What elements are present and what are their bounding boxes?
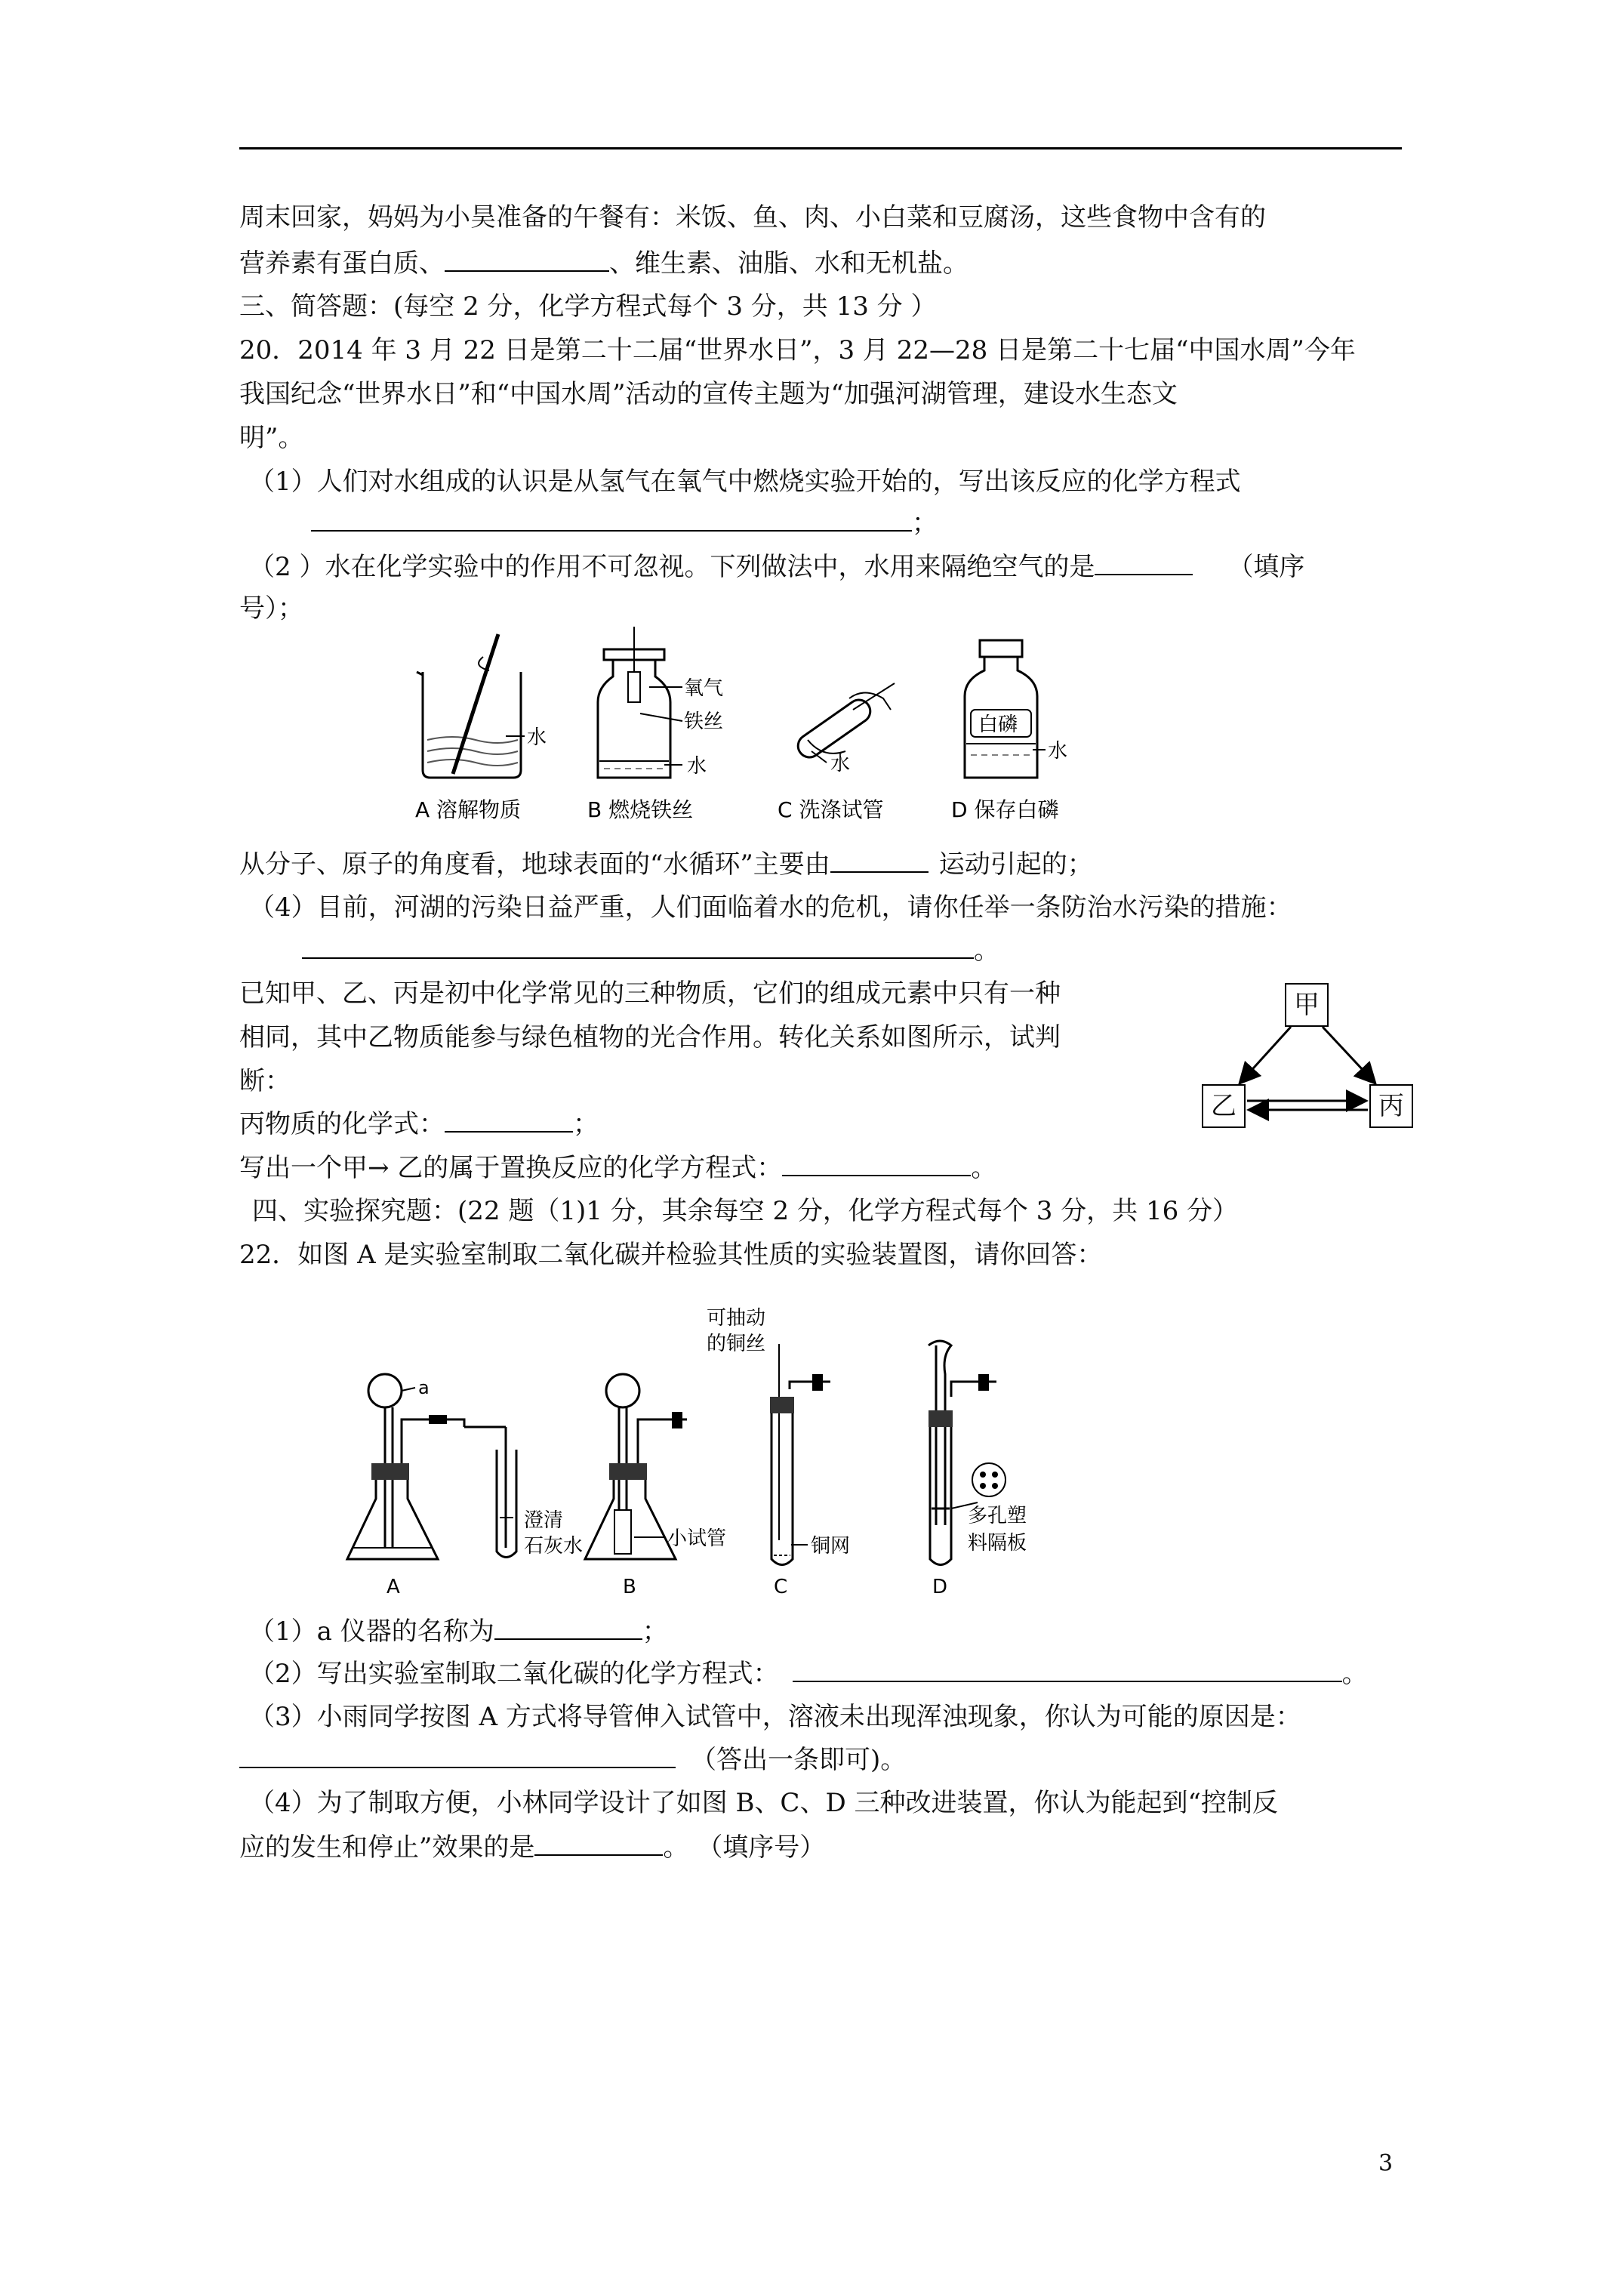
q22-part3-answer bbox=[239, 1744, 906, 1775]
q22-part2-text: （2）写出实验室制取二氧化碳的化学方程式： bbox=[249, 1659, 779, 1689]
answer-blank[interactable] bbox=[445, 248, 609, 272]
label-white-phosphorus: 白磷 bbox=[978, 713, 1018, 736]
q20-part2-text: （2 ）水在化学实验中的作用不可忽视。下列做法中，水用来隔绝空气的是 bbox=[249, 552, 1095, 582]
label-a: a bbox=[418, 1377, 430, 1398]
q22-part2 bbox=[249, 1658, 1368, 1689]
washing-tube-diagram bbox=[778, 683, 895, 822]
water-uses-figure bbox=[400, 627, 1147, 831]
gas-jar-diagram bbox=[587, 627, 723, 822]
q21-line2: 相同，其中乙物质能参与绿色植物的光合作用。转化关系如图所示，试判 bbox=[239, 1022, 1061, 1052]
q22-part4-end: 。 （填序号） bbox=[663, 1832, 826, 1863]
label-water: 水 bbox=[687, 755, 707, 778]
label-limewater-1: 澄清 bbox=[524, 1509, 564, 1532]
q22-part4-line2 bbox=[239, 1832, 825, 1863]
answer-blank[interactable] bbox=[311, 507, 912, 532]
co2-apparatus-figure bbox=[332, 1299, 1087, 1601]
period: 。 bbox=[971, 1153, 997, 1183]
q20-part1: （1）人们对水组成的认识是从氢气在氧气中燃烧实验开始的，写出该反应的化学方程式 bbox=[249, 467, 1241, 497]
label-copper-wire-2: 的铜丝 bbox=[707, 1333, 766, 1355]
q22-part3-end: （答出一条即可)。 bbox=[691, 1745, 907, 1775]
q20-part2-fill: （填序 bbox=[1227, 552, 1305, 582]
q22-part4-line1: （4）为了制取方便，小林同学设计了如图 B、C、D 三种改进装置，你认为能起到“控制反 bbox=[249, 1788, 1278, 1818]
q19-line1: 周末回家，妈妈为小昊准备的午餐有：米饭、鱼、肉、小白菜和豆腐汤，这些食物中含有的 bbox=[239, 202, 1266, 233]
q22-part1 bbox=[249, 1616, 668, 1647]
caption-D: D bbox=[932, 1576, 948, 1598]
q22-intro: 22．如图 A 是实验室制取二氧化碳并检验其性质的实验装置图，请你回答： bbox=[239, 1240, 1103, 1270]
answer-blank[interactable] bbox=[239, 1744, 676, 1768]
header-rule bbox=[239, 147, 1402, 149]
q20-line2: 我国纪念“世界水日”和“中国水周”活动的宣传主题为“加强河湖管理，建设水生态文 bbox=[239, 379, 1178, 409]
apparatus-d bbox=[929, 1341, 1027, 1598]
semicolon: ； bbox=[912, 508, 938, 538]
caption-C: C bbox=[774, 1576, 788, 1598]
q20-part4: （4）目前，河湖的污染日益严重，人们面临着水的危机，请你任举一条防治水污染的措施： bbox=[249, 892, 1292, 923]
label-oxygen: 氧气 bbox=[684, 677, 724, 700]
box-jia: 甲 bbox=[1285, 983, 1329, 1027]
q21-line4 bbox=[239, 1108, 599, 1139]
q19-text-a: 营养素有蛋白质、 bbox=[239, 248, 445, 279]
q21-line3: 断： bbox=[239, 1066, 291, 1096]
apparatus-c bbox=[707, 1307, 850, 1598]
semicolon: ； bbox=[573, 1109, 599, 1139]
answer-blank[interactable] bbox=[830, 849, 929, 873]
box-bing: 丙 bbox=[1369, 1084, 1413, 1128]
q21-line5 bbox=[239, 1152, 996, 1183]
label-plate-2: 料隔板 bbox=[968, 1532, 1027, 1555]
label-water: 水 bbox=[527, 726, 547, 749]
period: 。 bbox=[1341, 1659, 1368, 1689]
caption-b: B 燃烧铁丝 bbox=[587, 797, 694, 822]
caption-a: A 溶解物质 bbox=[415, 797, 522, 822]
q20-line3: 明”。 bbox=[239, 423, 304, 453]
q21-line1: 已知甲、乙、丙是初中化学常见的三种物质，它们的组成元素中只有一种 bbox=[239, 978, 1061, 1009]
q22-part4-text: 应的发生和停止”效果的是 bbox=[239, 1832, 535, 1863]
answer-blank[interactable] bbox=[494, 1616, 642, 1640]
q20-part2 bbox=[249, 551, 1304, 582]
semicolon: ； bbox=[642, 1616, 668, 1647]
caption-d: D 保存白磷 bbox=[951, 797, 1059, 822]
q20-part3-text: 从分子、原子的角度看，地球表面的“水循环”主要由 bbox=[239, 849, 830, 880]
q21-line5-text: 写出一个甲→ 乙的属于置换反应的化学方程式： bbox=[239, 1153, 783, 1183]
q20-part1-answer bbox=[311, 507, 938, 538]
answer-blank[interactable] bbox=[534, 1832, 663, 1856]
label-copper-wire-1: 可抽动 bbox=[707, 1307, 766, 1330]
q21-line4-text: 丙物质的化学式： bbox=[239, 1109, 445, 1139]
page-number: 3 bbox=[1378, 2150, 1394, 2177]
q20-line1: 20．2014 年 3 月 22 日是第二十二届“世界水日”，3 月 22—28 日是第二十七届“中国水周”今年 bbox=[239, 335, 1356, 365]
section-4-heading: 四、实验探究题：(22 题（1)1 分，其余每空 2 分，化学方程式每个 3 分，共 16 分） bbox=[252, 1196, 1239, 1226]
label-copper-mesh: 铜网 bbox=[811, 1535, 851, 1558]
label-water: 水 bbox=[1048, 740, 1068, 763]
answer-blank[interactable] bbox=[302, 935, 974, 959]
beaker-diagram bbox=[415, 634, 547, 822]
reagent-bottle-diagram bbox=[951, 640, 1067, 822]
q19-line2 bbox=[239, 248, 969, 279]
q20-part2-cont: 号）； bbox=[239, 593, 303, 624]
label-plate-1: 多孔塑 bbox=[968, 1505, 1027, 1527]
label-small-tube: 小试管 bbox=[667, 1527, 727, 1550]
label-iron-wire: 铁丝 bbox=[684, 710, 724, 733]
q19-text-b: 、维生素、油脂、水和无机盐。 bbox=[609, 248, 969, 279]
caption-B: B bbox=[623, 1576, 636, 1598]
period: 。 bbox=[974, 935, 999, 966]
apparatus-a bbox=[347, 1374, 583, 1598]
answer-blank[interactable] bbox=[445, 1108, 573, 1133]
label-water: 水 bbox=[830, 753, 851, 775]
q20-part3-end: 运动引起的； bbox=[938, 849, 1093, 880]
answer-blank[interactable] bbox=[1095, 551, 1193, 575]
q22-part1-text: （1）a 仪器的名称为 bbox=[249, 1616, 494, 1647]
q20-part4-answer bbox=[302, 935, 999, 966]
q22-part3: （3）小雨同学按图 A 方式将导管伸入试管中，溶液未出现浑浊现象，你认为可能的原因是： bbox=[249, 1702, 1301, 1732]
apparatus-b bbox=[585, 1374, 726, 1598]
box-yi: 乙 bbox=[1202, 1084, 1246, 1128]
caption-A: A bbox=[387, 1576, 400, 1598]
answer-blank[interactable] bbox=[793, 1658, 1342, 1682]
answer-blank[interactable] bbox=[782, 1152, 971, 1176]
label-limewater-2: 石灰水 bbox=[524, 1535, 584, 1558]
q20-part3 bbox=[239, 849, 1093, 880]
caption-c: C 洗涤试管 bbox=[778, 797, 884, 822]
conversion-diagram bbox=[1200, 982, 1419, 1148]
section-3-heading: 三、简答题：(每空 2 分，化学方程式每个 3 分，共 13 分 ） bbox=[239, 291, 937, 322]
